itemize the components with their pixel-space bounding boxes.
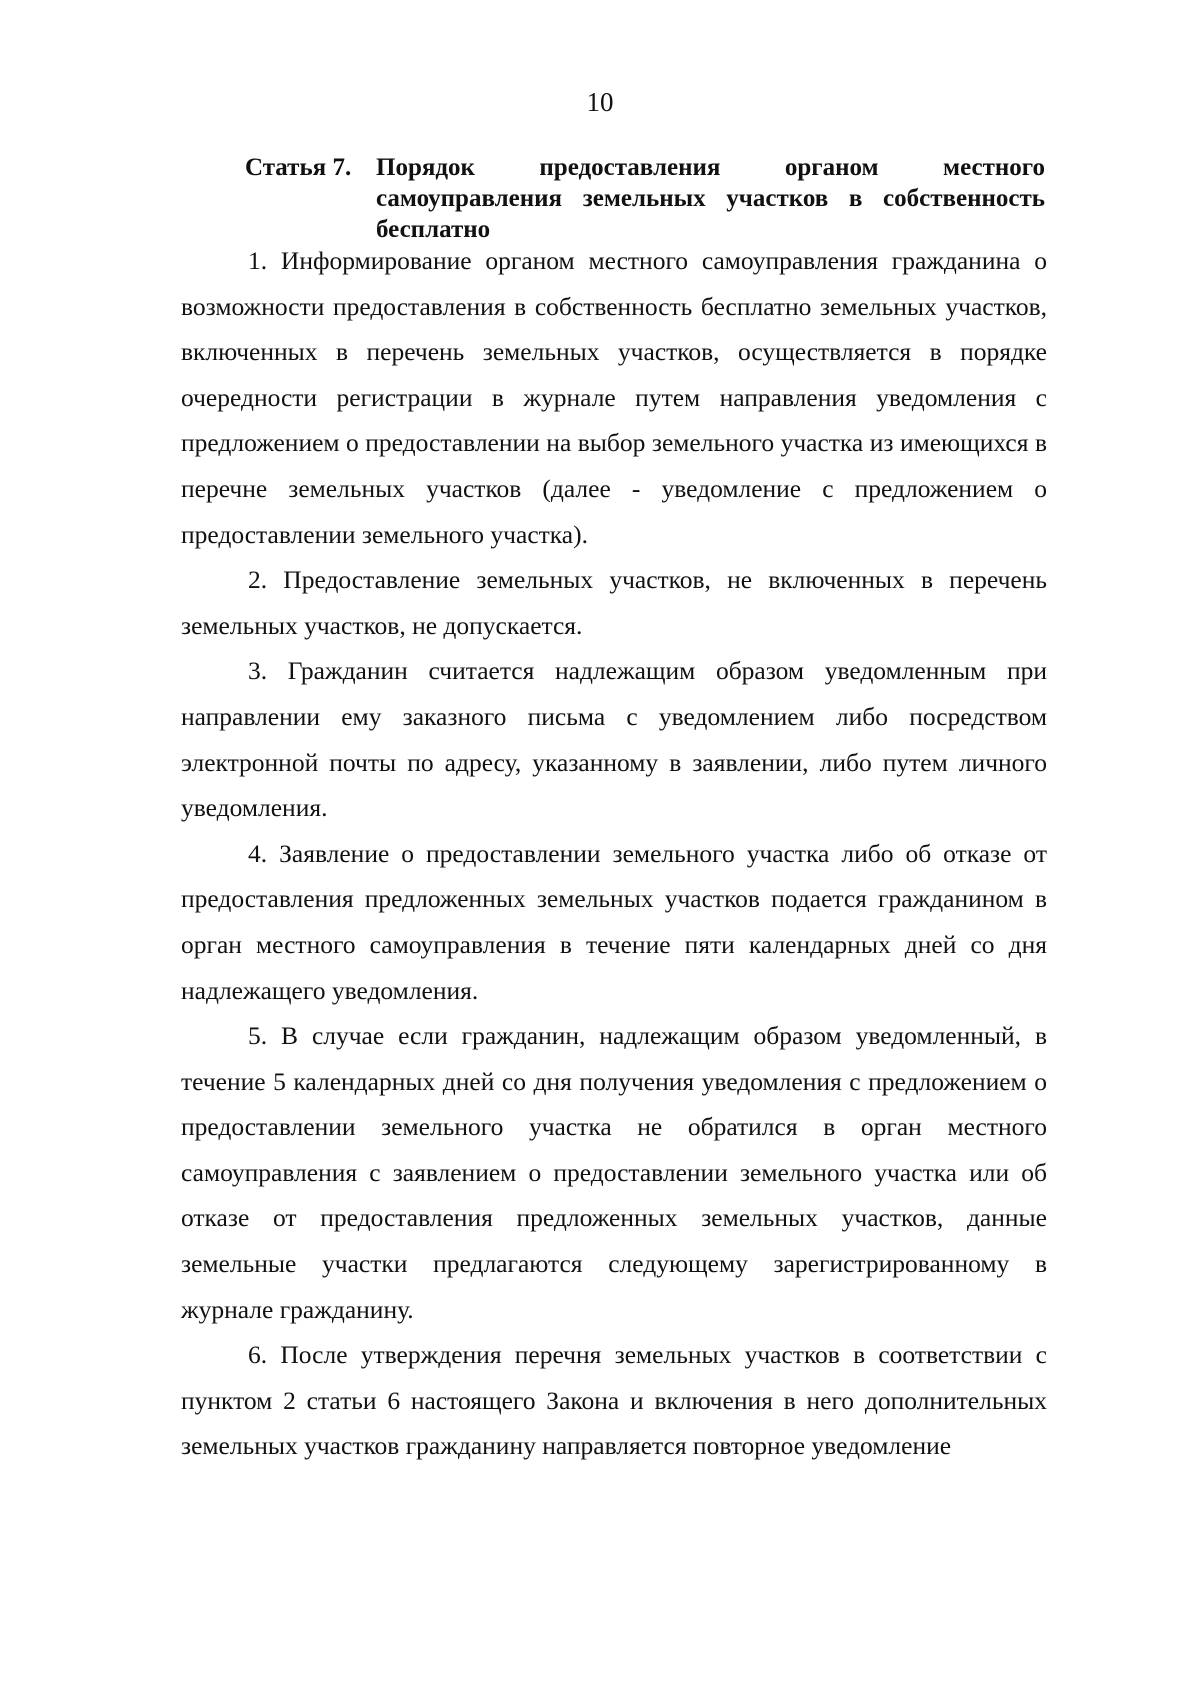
paragraph-6: 6. После утверждения перечня земельных участков в соответствии с пунктом 2 статьи 6 настоящего Закона и включения в него дополнительных земельных участков гражданину направляется повторное уведомление xyxy=(181,1340,1047,1461)
article-body xyxy=(181,238,1047,1469)
paragraph-4: 4. Заявление о предоставлении земельного участка либо об отказе от предоставления предложенных земельных участков подается гражданином в орган местного самоуправления в течение пяти календарных дней со дня надлежащего уведомления. xyxy=(181,838,1047,1005)
paragraph-2: 2. Предоставление земельных участков, не включенных в перечень земельных участков, не допускается. xyxy=(181,565,1047,640)
paragraph-1: 1. Информирование органом местного самоуправления гражданина о возможности предоставления в собственность бесплатно земельных участков, включенных в перечень земельных участков, осуществляется в порядке очередности регистрации в журнале путем направления уведомления с предложением о предоставлении на выбор земельного участка из имеющихся в перечне земельных участков (далее - уведомление с предложением о предоставлении земельного участка). xyxy=(181,246,1047,549)
paragraph-5: 5. В случае если гражданин, надлежащим образом уведомленный, в течение 5 календарных дней со дня получения уведомления с предложением о предоставлении земельного участка не обратился в орган местного самоуправления с заявлением о предоставлении земельного участка или об отказе от предоставления предложенных земельных участков, данные земельные участки предлагаются следующему зарегистрированному в журнале гражданину. xyxy=(181,1021,1047,1324)
paragraph-3: 3. Гражданин считается надлежащим образом уведомленным при направлении ему заказного письма с уведомлением либо посредством электронной почты по адресу, указанному в заявлении, либо путем личного уведомления. xyxy=(181,656,1047,823)
article-heading xyxy=(245,152,1045,245)
page-number: 10 xyxy=(586,87,614,117)
article-number: Статья 7. xyxy=(245,154,352,181)
article-title: Порядок предоставления органом местного самоуправления земельных участков в собственность бесплатно xyxy=(376,154,1045,243)
